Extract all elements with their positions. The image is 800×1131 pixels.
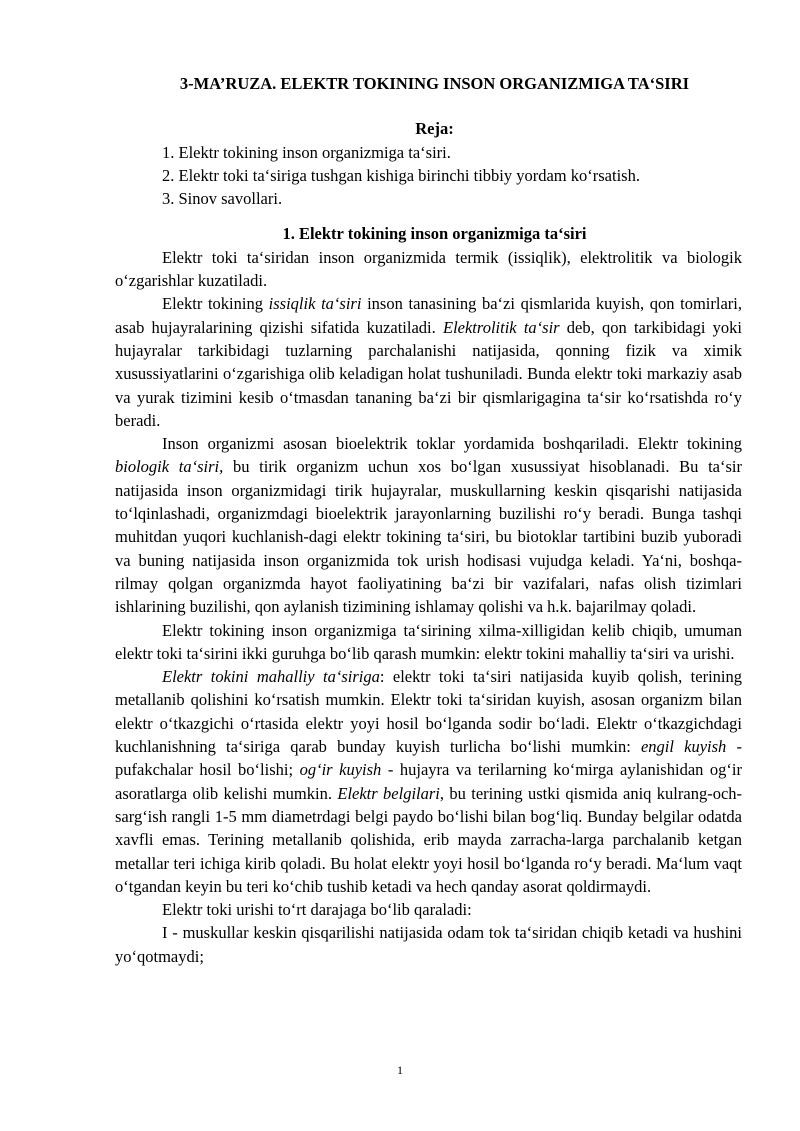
- section-heading: 1. Elektr tokining inson organizmiga ta‘siri: [282, 224, 587, 244]
- paragraph-7: [115, 921, 742, 968]
- paragraph-6-text: Elektr toki urishi to‘rt darajaga bo‘lib qaraladi:: [162, 900, 472, 920]
- term-light-burn: engil kuyish: [640, 737, 727, 757]
- term-electric-marks: Elektr belgilari: [337, 783, 440, 803]
- plan-item-3: 3. Sinov savollari.: [162, 189, 283, 209]
- paragraph-4-text: Elektr tokining inson organizmiga ta‘sirining xilma-xilligidan kelib chiqib, umuman elektr toki ta‘sirini ikki guruhga bo‘lib qarash mumkin: elektr tokini mahalliy ta‘siri va urishi.: [115, 620, 742, 663]
- paragraph-5-text-a: : elektr toki ta‘siri natijasida kuyib qolish, terining metallanib qolishini ko‘rsatish mumkin. Elektr toki ta‘siridan kuyish, asosan organizm bilan elektr o‘tkazgichi o‘rtasida elektr yoyi hosil bo‘lganda sodir bo‘ladi. Elektr o‘tkazgichdagi kuchlanishning ta‘siriga qarab bunday kuyish turlicha bo‘lishi mumkin:: [115, 667, 742, 757]
- paragraph-5-text-c: - hujayra va terilarning ko‘mirga aylanishidan og‘ir asoratlarga olib kelishi mumkin.: [115, 760, 743, 803]
- lecture-title: 3-MA’RUZA. ELEKTR TOKINING INSON ORGANIZMIGA TA‘SIRI: [179, 74, 690, 93]
- paragraph-2-text-a: Elektr tokining: [162, 294, 269, 314]
- term-electrolytic-effect: Elektrolitik ta‘sir: [442, 317, 560, 337]
- paragraph-3: [115, 432, 742, 618]
- term-severe-burn: og‘ir kuyish: [299, 760, 382, 780]
- term-local-effect: Elektr tokini mahalliy ta‘siriga: [162, 667, 380, 687]
- plan-item-1: 1. Elektr tokining inson organizmiga ta‘siri.: [162, 142, 451, 162]
- plan-item-2: 2. Elektr toki ta‘siriga tushgan kishiga birinchi tibbiy yordam ko‘rsatish.: [162, 165, 640, 185]
- term-biological-effect: biologik ta‘siri,: [115, 457, 224, 477]
- paragraph-2-text-c: deb, qon tarkibidagi yoki hujayralar tarkibidagi tuzlarning parchalanishi natijasida, qonning fizik va ximik xusussiyatlarini o‘zgarishiga olib keladigan holat tushuniladi. Bunda elektr toki markaziy asab va yurak tizimini kesib o‘tmasdan tananing ba‘zi bir qismlarigagina ta‘sir ko‘rsatishda ro‘y beradi.: [115, 317, 742, 430]
- paragraph-1-text: Elektr toki ta‘siridan inson organizmida termik (issiqlik), elektrolitik va biologik o‘zgarishlar kuzatiladi.: [115, 247, 742, 291]
- paragraph-5-text-d: , bu terining ustki qismida aniq kulrang-och-sarg‘ish rangli 1-5 mm diametrdagi belgi paydo bo‘lishi bilan bog‘liq. Bunday belgilar odatda xavfli emas. Terining metallanib qolishida, erib mayda zarracha-larga parchalanib ketgan metallar teri ichiga kirib qoladi. Bu holat elektr yoyi hosil bo‘lganda ro‘y beradi. Ma‘lum vaqt o‘tgandan keyin bu teri ko‘chib tushib ketadi va hech qanday asorat qoldirmaydi.: [115, 783, 743, 896]
- paragraph-3-text-a: Inson organizmi asosan bioelektrik toklar yordamida boshqariladi. Elektr tokining: [162, 434, 742, 454]
- paragraph-5: [115, 665, 742, 898]
- paragraph-4: [115, 619, 742, 666]
- document-page: [115, 72, 742, 968]
- paragraph-2: [115, 292, 742, 432]
- plan-heading: Reja:: [415, 119, 454, 139]
- page-number: 1: [397, 1063, 403, 1077]
- paragraph-2-text-b: inson tanasining ba‘zi qismlarida kuyish, qon tomirlari, asab hujayralarining qizishi sifatida kuzatiladi.: [115, 294, 743, 337]
- paragraph-7-text: I - muskullar keskin qisqarilishi natijasida odam tok ta‘siridan chiqib ketadi va hushini yo‘qotmaydi;: [115, 923, 742, 966]
- plan-list: [115, 141, 742, 211]
- paragraph-3-text-b: bu tirik organizm uchun xos bo‘lgan xusussiyat hisoblanadi. Bu ta‘sir natijasida inson organizmidagi tirik hujayralar, muskullarning keskin qisqarishi natijasida to‘lqinlashadi, organizmdagi bioelektrik jarayonlarning buzilishi ro‘y beradi. Bunga tashqi muhitdan yuqori kuchlanish-dagi elektr tokining ta‘siri, bu biotoklar tartibini buzib yuboradi va buning natijasida inson organizmida tok urish hodisasi vujudga keladi. Ya‘ni, boshqa-rilmay qolgan organizmda hayot faoliyatining ba‘zi bir vazifalari, nafas olish tizimlari ishlarining buzilishi, qon aylanish tizimining ishlamay qolishi va h.k. bajarilmay qoladi.: [115, 457, 743, 617]
- paragraph-6: [115, 898, 742, 921]
- paragraph-1: [115, 246, 742, 293]
- paragraph-5-text-b: - pufakchalar hosil bo‘lishi;: [115, 737, 742, 780]
- term-thermal-effect: issiqlik ta‘siri: [268, 294, 362, 314]
